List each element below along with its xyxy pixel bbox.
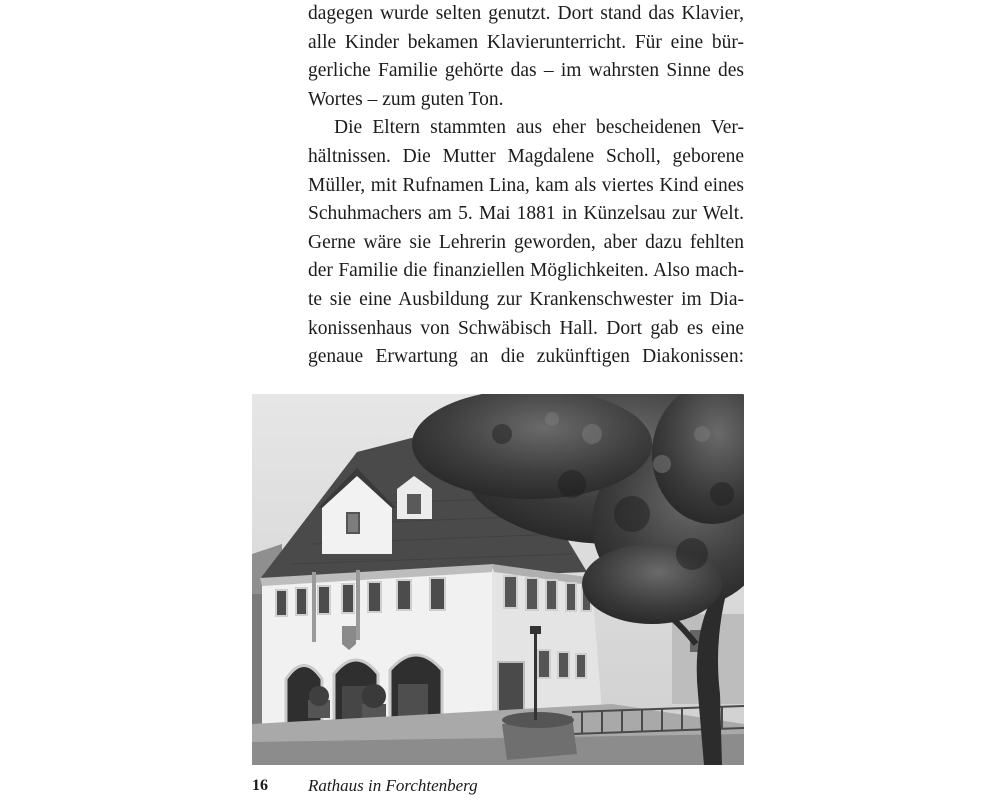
body-text (308, 0, 744, 372)
paragraph-2 (308, 114, 744, 371)
paragraph-1 (308, 0, 744, 114)
text-line: te sie eine Ausbildung zur Krankenschwester im Dia- (308, 288, 744, 310)
text-line: dagegen wurde selten genutzt. Dort stand das Klavier, (308, 3, 744, 24)
text-line: Wortes – zum guten Ton. (308, 88, 504, 110)
text-line: Gerne wäre sie Lehrerin geworden, aber dazu fehlten (308, 231, 744, 253)
town-hall-illustration (252, 394, 744, 765)
page-number: 16 (252, 777, 268, 794)
text-line: alle Kinder bekamen Klavierunterricht. Für eine bür- (308, 31, 744, 53)
town-hall-photo (252, 394, 744, 765)
text-line: Schuhmachers am 5. Mai 1881 in Künzelsau zur Welt. (308, 203, 744, 225)
text-line: gerliche Familie gehörte das – im wahrsten Sinne des (308, 60, 744, 82)
text-line: konissenhaus von Schwäbisch Hall. Dort gab es eine (308, 317, 744, 339)
text-line: hältnissen. Die Mutter Magdalene Scholl, geborene (308, 145, 744, 167)
figure-caption: Rathaus in Forchtenberg (308, 776, 478, 795)
text-line: genaue Erwartung an die zukünftigen Diakonissen: (308, 346, 744, 368)
text-line: Die Eltern stammten aus eher bescheidenen Ver- (334, 117, 744, 139)
text-line: Müller, mit Rufnamen Lina, kam als viertes Kind eines (308, 174, 744, 196)
text-line: der Familie die finanziellen Möglichkeiten. Also mach- (308, 260, 744, 282)
